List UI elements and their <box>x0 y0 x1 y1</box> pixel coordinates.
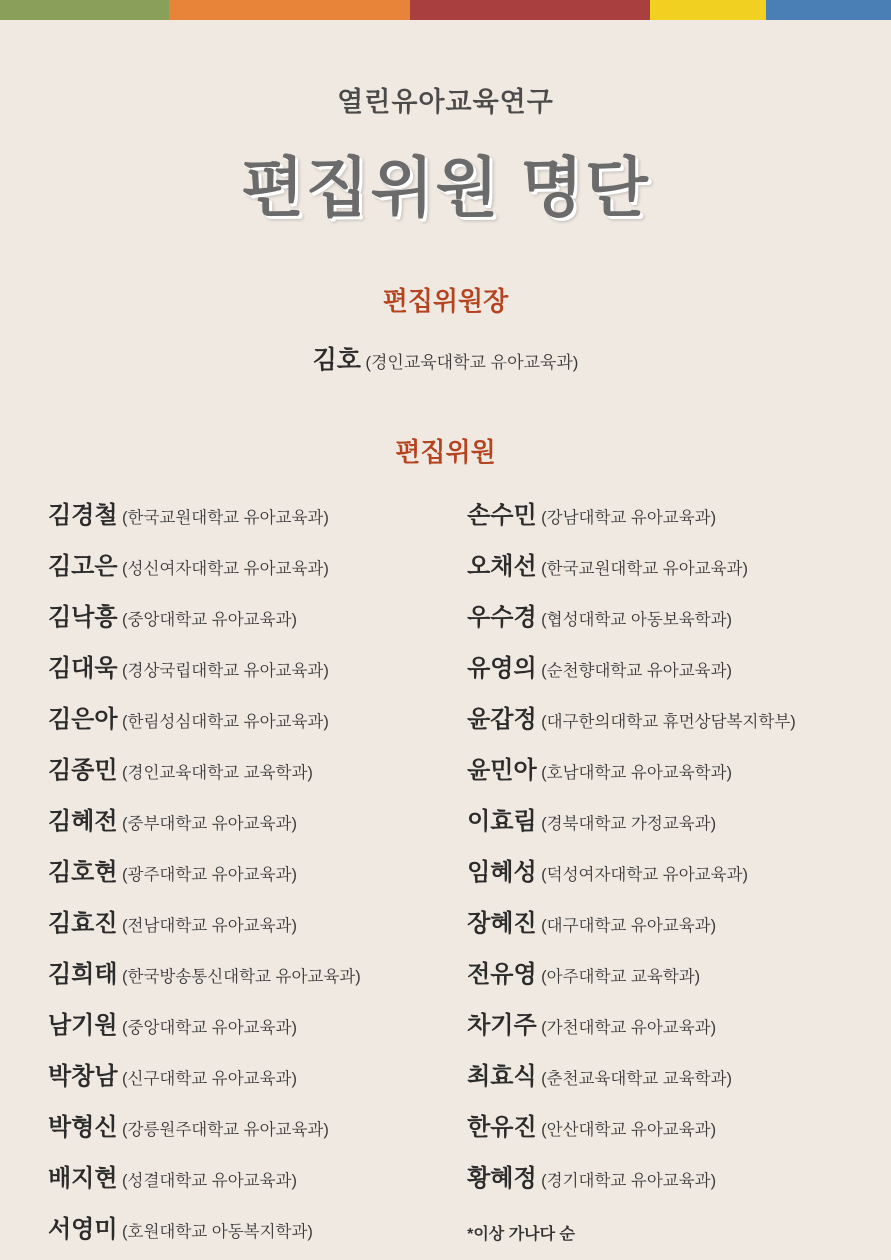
member-affiliation: (경상국립대학교 유아교육과) <box>122 662 329 680</box>
member-name: 김혜전 <box>48 808 118 835</box>
member-affiliation: (춘천교육대학교 교육학과) <box>541 1070 733 1088</box>
member-entry <box>48 954 467 989</box>
member-entry <box>467 1005 857 1040</box>
member-affiliation: (경북대학교 가정교육과) <box>541 815 717 833</box>
member-affiliation: (중앙대학교 유아교육과) <box>122 1019 297 1037</box>
color-segment-2 <box>169 0 410 20</box>
member-entry <box>48 546 467 581</box>
page-title: 편집위원 명단 <box>241 151 650 224</box>
member-affiliation: (안산대학교 유아교육과) <box>541 1121 717 1139</box>
member-affiliation: (가천대학교 유아교육과) <box>541 1019 717 1037</box>
member-affiliation: (호원대학교 아동복지학과) <box>122 1223 313 1241</box>
member-affiliation: (성결대학교 유아교육과) <box>122 1172 297 1190</box>
member-affiliation: (강남대학교 유아교육과) <box>541 509 717 527</box>
member-name: 황혜정 <box>467 1165 537 1192</box>
member-entry <box>48 1158 467 1193</box>
member-entry <box>48 597 467 632</box>
members-columns <box>0 495 891 1260</box>
chair-name: 김호 <box>312 346 361 374</box>
member-name: 박창남 <box>48 1063 118 1090</box>
journal-name: 열린유아교육연구 <box>337 87 554 117</box>
chair-entry <box>0 340 891 376</box>
member-entry <box>467 852 857 887</box>
member-entry <box>48 495 467 530</box>
member-entry <box>48 1056 467 1091</box>
member-affiliation: (대구한의대학교 휴먼상담복지학부) <box>541 713 796 731</box>
member-name: 김낙흥 <box>48 604 118 631</box>
member-name: 김효진 <box>48 910 118 937</box>
member-name: 이효림 <box>467 808 537 835</box>
chair-affiliation: (경인교육대학교 유아교육과) <box>365 353 579 372</box>
member-name: 차기주 <box>467 1012 537 1039</box>
member-affiliation: (덕성여자대학교 유아교육과) <box>541 866 748 884</box>
member-name: 김고은 <box>48 553 118 580</box>
member-affiliation: (성신여자대학교 유아교육과) <box>122 560 329 578</box>
member-name: 김대욱 <box>48 655 118 682</box>
member-name: 김종민 <box>48 757 118 784</box>
member-affiliation: (중부대학교 유아교육과) <box>122 815 297 833</box>
color-segment-4 <box>650 0 766 20</box>
member-name: 유영의 <box>467 655 537 682</box>
title-block <box>0 80 891 229</box>
member-name: 남기원 <box>48 1012 118 1039</box>
member-entry <box>467 954 857 989</box>
member-affiliation: (강릉원주대학교 유아교육과) <box>122 1121 329 1139</box>
members-column-left <box>48 495 467 1260</box>
top-color-bar <box>0 0 891 20</box>
member-name: 박형신 <box>48 1114 118 1141</box>
color-segment-5 <box>766 0 891 20</box>
member-entry <box>48 852 467 887</box>
member-entry <box>48 1107 467 1142</box>
member-entry <box>48 648 467 683</box>
member-entry <box>467 1107 857 1142</box>
member-affiliation: (한국교원대학교 유아교육과) <box>541 560 748 578</box>
member-name: 김경철 <box>48 502 118 529</box>
member-entry <box>467 1056 857 1091</box>
member-affiliation: (광주대학교 유아교육과) <box>122 866 297 884</box>
member-affiliation: (경인교육대학교 교육학과) <box>122 764 313 782</box>
member-affiliation: (한국방송통신대학교 유아교육과) <box>122 968 361 986</box>
member-affiliation: (호남대학교 유아교육학과) <box>541 764 733 782</box>
member-name: 서영미 <box>48 1216 118 1243</box>
member-name: 김희태 <box>48 961 118 988</box>
member-entry <box>48 801 467 836</box>
member-entry <box>48 1005 467 1040</box>
member-entry <box>467 750 857 785</box>
member-affiliation: (경기대학교 유아교육과) <box>541 1172 717 1190</box>
members-column-right <box>467 495 857 1260</box>
member-name: 장혜진 <box>467 910 537 937</box>
member-name: 우수경 <box>467 604 537 631</box>
member-affiliation: (한국교원대학교 유아교육과) <box>122 509 329 527</box>
member-entry <box>48 750 467 785</box>
member-name: 손수민 <box>467 502 537 529</box>
member-entry <box>467 546 857 581</box>
member-affiliation: (대구대학교 유아교육과) <box>541 917 717 935</box>
member-affiliation: (신구대학교 유아교육과) <box>122 1070 297 1088</box>
member-entry <box>467 903 857 938</box>
member-affiliation: (중앙대학교 유아교육과) <box>122 611 297 629</box>
member-name: 배지현 <box>48 1165 118 1192</box>
member-name: 김호현 <box>48 859 118 886</box>
member-name: 윤갑정 <box>467 706 537 733</box>
member-entry <box>467 648 857 683</box>
member-name: 최효식 <box>467 1063 537 1090</box>
member-name: 윤민아 <box>467 757 537 784</box>
member-affiliation: (한림성심대학교 유아교육과) <box>122 713 329 731</box>
member-entry <box>467 495 857 530</box>
member-name: 임혜성 <box>467 859 537 886</box>
member-name: 전유영 <box>467 961 537 988</box>
member-entry <box>467 699 857 734</box>
member-affiliation: (아주대학교 교육학과) <box>541 968 701 986</box>
member-name: 한유진 <box>467 1114 537 1141</box>
member-affiliation: (협성대학교 아동보육학과) <box>541 611 733 629</box>
member-entry <box>48 699 467 734</box>
member-entry <box>467 1158 857 1193</box>
chair-section-heading: 편집위원장 <box>382 286 509 316</box>
members-section-heading: 편집위원 <box>395 437 496 467</box>
member-entry <box>467 597 857 632</box>
member-entry <box>48 1209 467 1244</box>
member-entry <box>48 903 467 938</box>
member-affiliation: (순천향대학교 유아교육과) <box>541 662 733 680</box>
color-segment-3 <box>410 0 651 20</box>
member-entry <box>467 801 857 836</box>
color-segment-1 <box>0 0 169 20</box>
member-name: 김은아 <box>48 706 118 733</box>
member-affiliation: (전남대학교 유아교육과) <box>122 917 297 935</box>
member-name: 오채선 <box>467 553 537 580</box>
members-footnote: *이상 가나다 순 <box>467 1226 575 1243</box>
